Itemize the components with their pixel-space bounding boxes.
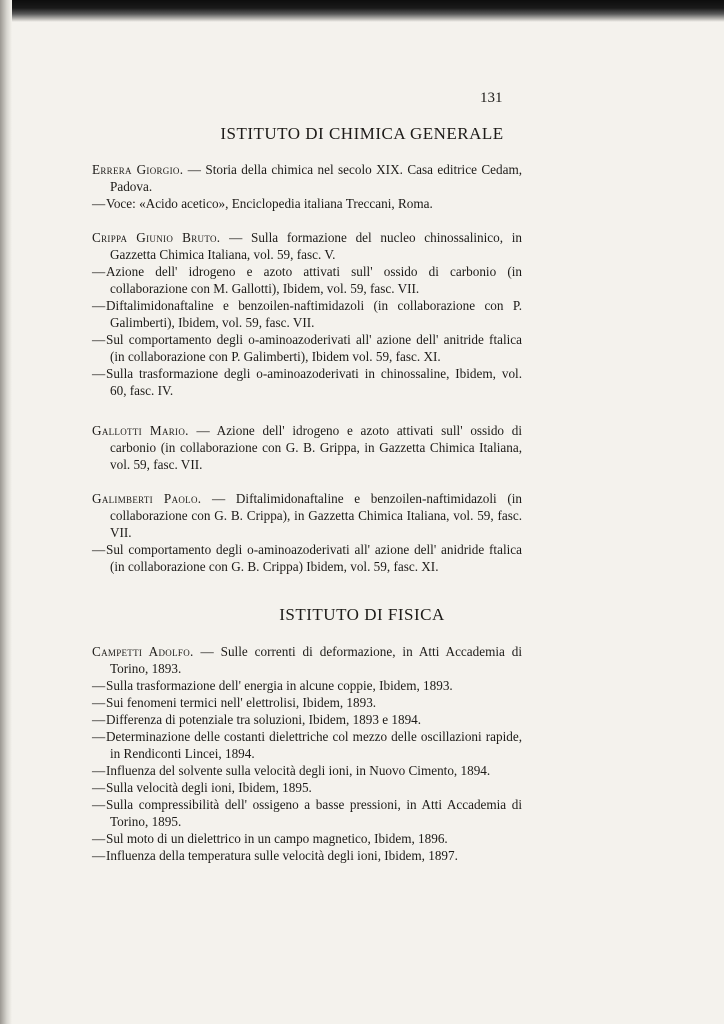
bibliography-entry: —Voce: «Acido acetico», Enciclopedia italiana Treccani, Roma. <box>92 196 433 211</box>
bibliography-entry: Galimberti Paolo. — Diftalimidonaftaline e benzoilen-naftimidazoli (in collaborazione con G. B. Crippa), in Gazzetta Chimica Italiana, vol. 59, fasc. VII. <box>92 491 522 540</box>
page-number: 131 <box>480 90 503 106</box>
author-name: Crippa Giunio Bruto. <box>92 230 221 245</box>
bibliography-entry: —Diftalimidonaftaline e benzoilen-naftimidazoli (in collaborazione con P. Galimberti), Ibidem, vol. 59, fasc. VII. <box>92 298 522 330</box>
author-group-galimberti <box>92 490 522 575</box>
bibliography-entry: —Influenza della temperatura sulle velocità degli ioni, Ibidem, 1897. <box>92 848 458 863</box>
author-group-gallotti <box>92 422 522 473</box>
scan-top-edge <box>0 0 724 22</box>
bibliography-entry: —Sulla compressibilità dell' ossigeno a basse pressioni, in Atti Accademia di Torino, 1895. <box>92 797 522 829</box>
bibliography-entry: Errera Giorgio. — Storia della chimica nel secolo XIX. Casa editrice Cedam, Padova. <box>92 162 522 194</box>
bibliography-entry: Gallotti Mario. — Azione dell' idrogeno e azoto attivati sull' ossido di carbonio (in collaborazione con G. B. Grippa, in Gazzetta Chimica Italiana, vol. 59, fasc. VII. <box>92 423 523 472</box>
bibliography-entry: —Azione dell' idrogeno e azoto attivati sull' ossido di carbonio (in collaborazione con M. Gallotti), Ibidem, vol. 59, fasc. VII. <box>92 264 522 296</box>
bibliography-entry: —Sui fenomeni termici nell' elettrolisi, Ibidem, 1893. <box>92 695 377 710</box>
bibliography-entry: —Influenza del solvente sulla velocità degli ioni, in Nuovo Cimento, 1894. <box>92 763 491 778</box>
author-group-crippa <box>92 229 522 399</box>
section-title-chimica: ISTITUTO DI CHIMICA GENERALE <box>220 124 504 143</box>
author-name: Campetti Adolfo. <box>92 644 194 659</box>
bibliography-entry: —Sul moto di un dielettrico in un campo magnetico, Ibidem, 1896. <box>92 831 448 846</box>
bibliography-entry: —Sulla trasformazione degli o-aminoazoderivati in chinossaline, Ibidem, vol. 60, fasc. IV. <box>92 366 522 398</box>
bibliography-entry: —Sulla velocità degli ioni, Ibidem, 1895. <box>92 780 312 795</box>
author-name: Galimberti Paolo. <box>92 491 202 506</box>
author-group-campetti <box>92 643 522 864</box>
bibliography-entry: Crippa Giunio Bruto. — Sulla formazione del nucleo chinossalinico, in Gazzetta Chimica Italiana, vol. 59, fasc. V. <box>92 230 523 262</box>
bibliography-entry: —Sulla trasformazione dell' energia in alcune coppie, Ibidem, 1893. <box>92 678 453 693</box>
author-group-errera <box>92 161 522 212</box>
scan-left-edge <box>0 0 12 1024</box>
section-title-fisica: ISTITUTO DI FISICA <box>279 605 445 624</box>
bibliography-entry: —Sul comportamento degli o-aminoazoderivati all' azione dell' anitride ftalica (in collaborazione con P. Galimberti), Ibidem vol. 59, fasc. XI. <box>92 332 522 364</box>
bibliography-entry: Campetti Adolfo. — Sulle correnti di deformazione, in Atti Accademia di Torino, 1893. <box>92 644 523 676</box>
author-name: Gallotti Mario. <box>92 423 189 438</box>
bibliography-entry: —Sul comportamento degli o-aminoazoderivati all' azione dell' anidride ftalica (in collaborazione con G. B. Crippa) Ibidem, vol. 59, fasc. XI. <box>92 542 522 574</box>
author-name: Errera Giorgio. <box>92 162 184 177</box>
bibliography-entry: —Differenza di potenziale tra soluzioni, Ibidem, 1893 e 1894. <box>92 712 422 727</box>
bibliography-entry: —Determinazione delle costanti dielettriche col mezzo delle oscillazioni rapide, in Rendiconti Lincei, 1894. <box>92 729 522 761</box>
